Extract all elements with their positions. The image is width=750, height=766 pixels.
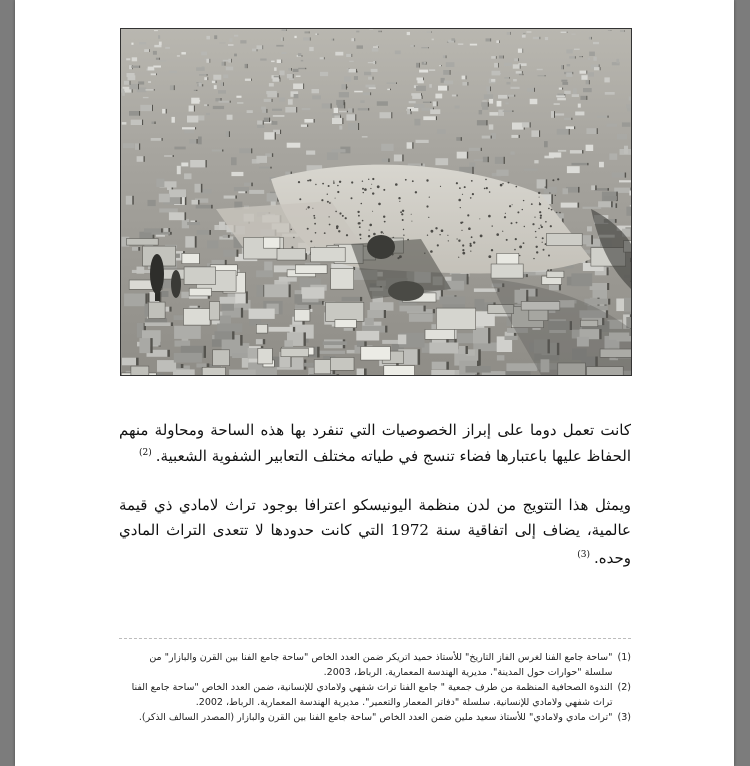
paragraph-1-text: كانت تعمل دوما على إبراز الخصوصيات التي تنفرد بها هذه الساحة ومحاولة منهم الحفاظ عليها باعتبارها فضاء تنسج في طياته مختلف التعابير الشفوية الشعبية.: [119, 421, 631, 465]
footnotes: [119, 650, 631, 725]
footnote-text: "تراث مادي ولامادي" للأستاذ سعيد ملين ضمن العدد الخاص "ساحة جامع الفنا بين القرن والبازار (المصدر السالف الذكر).: [138, 712, 613, 723]
footnote-ref-2: (2): [138, 448, 152, 458]
paragraph-2-text: ويمثل هذا التتويج من لدن منظمة اليونيسكو اعترافا بوجود تراث لامادي ذي قيمة عالمية، يضاف إلى اتفاقية سنة 1972 التي كانت حدودها لا تتعدى التراث المادي وحده.: [119, 496, 631, 567]
footnote-number: (3): [617, 712, 631, 723]
body-paragraph-2: [119, 493, 631, 571]
body-paragraph-1: [119, 419, 631, 468]
footnote-separator: [119, 638, 631, 639]
footnote-text: "ساحة جامع الفنا لغرس الفاز التاريخ" للأستاذ حميد اتريكر ضمن العدد الخاص "ساحة جامع الفنا بين القرن والبازار" من سلسلة "حوارات حول المدينة". مديرية الهندسة المعمارية. الرباط، 2003.: [149, 652, 613, 678]
footnote-2: [119, 680, 631, 710]
footnote-text: الندوة الصحافية المنظمة من طرف جمعية " جامع الفنا تراث شفهي ولامادي للإنسانية، ضمن العدد الخاص "ساحة جامع الفنا تراث شفهي ولامادي للإنسانية. سلسلة "دفاتر المعمار والتعمير". مديرية الهندسة المعمارية. الرباط، 2002.: [131, 682, 613, 708]
aerial-city-photo: [120, 28, 632, 376]
footnote-ref-3: (3): [577, 550, 590, 560]
footnote-1: [119, 650, 631, 680]
document-page: [15, 0, 734, 766]
footnote-number: (2): [617, 682, 631, 693]
footnote-3: [119, 710, 631, 725]
footnote-number: (1): [617, 652, 631, 663]
aerial-city-photo-drawing: [121, 29, 631, 375]
